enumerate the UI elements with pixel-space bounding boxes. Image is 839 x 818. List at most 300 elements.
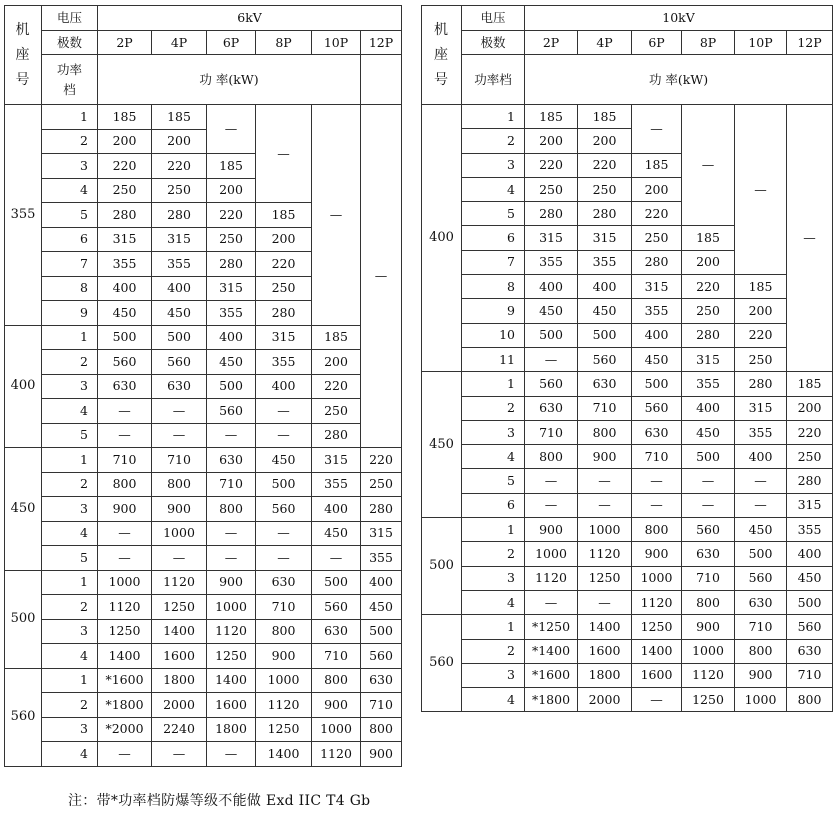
power-value: — [578,493,632,517]
power-value: 450 [256,448,312,473]
power-unit-header: 功 率(kW) [98,55,361,105]
power-value: — [525,493,578,517]
blank-header-cell [361,55,402,105]
table-row [422,615,833,639]
power-level-number: 1 [462,615,525,639]
table-row [422,542,833,566]
power-level-header: 功率 档 [42,55,98,105]
empty-dash-cell: — [256,105,312,203]
frame-header: 机 座 号 [5,6,42,105]
power-value: 200 [152,129,207,154]
power-level-number: 2 [42,693,98,718]
table-row [422,396,833,420]
power-level-number: 8 [462,275,525,299]
voltage-header: 电压 [462,6,525,31]
frame-number: 450 [5,448,42,571]
power-value: 500 [256,472,312,497]
power-value: 900 [152,497,207,522]
voltage-header: 电压 [42,6,98,31]
power-value: — [98,399,152,424]
power-value: 1120 [578,542,632,566]
table-row [5,546,402,571]
power-value: 200 [787,396,833,420]
power-value: 315 [361,521,402,546]
power-value: 355 [787,518,833,542]
power-value: 450 [361,595,402,620]
power-value: 500 [682,445,735,469]
table-row [422,420,833,444]
table-row [5,742,402,767]
power-value: 250 [578,177,632,201]
power-value: 1120 [312,742,361,767]
power-level-number: 3 [462,663,525,687]
power-value: 560 [525,372,578,396]
power-value: 710 [682,566,735,590]
power-value: 280 [98,203,152,228]
power-value: — [256,546,312,571]
power-value: *1250 [525,615,578,639]
power-value: 315 [578,226,632,250]
power-value: 710 [525,420,578,444]
power-value: 800 [735,639,787,663]
power-value: 200 [578,129,632,153]
power-level-number: 5 [42,423,98,448]
power-value: 185 [256,203,312,228]
power-value: 710 [735,615,787,639]
power-value: 630 [361,668,402,693]
table-row [5,448,402,473]
power-value: 2000 [152,693,207,718]
power-value: 450 [682,420,735,444]
power-value: 560 [682,518,735,542]
power-level-number: 2 [462,639,525,663]
power-value: 355 [152,252,207,277]
table-row [422,445,833,469]
power-level-number: 7 [462,250,525,274]
power-value: 400 [98,276,152,301]
pole-header-12p: 12P [361,31,402,55]
power-value: 280 [735,372,787,396]
power-value: 1120 [98,595,152,620]
power-value: *2000 [98,717,152,742]
power-value: 220 [578,153,632,177]
power-value: 800 [152,472,207,497]
power-value: 280 [256,301,312,326]
power-value: 2000 [578,688,632,712]
table-row [422,299,833,323]
power-value: 315 [682,347,735,371]
table-row [422,469,833,493]
power-value: 710 [312,644,361,669]
power-value: 1600 [152,644,207,669]
power-value: 1250 [632,615,682,639]
table-row [422,566,833,590]
power-value: 1000 [525,542,578,566]
power-level-number: 4 [42,644,98,669]
power-value: 710 [578,396,632,420]
power-value: 315 [152,227,207,252]
power-value: 560 [256,497,312,522]
power-value: 500 [787,590,833,614]
poles-header: 极数 [462,31,525,55]
pole-header-8p: 8P [682,31,735,55]
power-value: 280 [787,469,833,493]
power-level-number: 10 [462,323,525,347]
power-value: 220 [787,420,833,444]
voltage-value: 10kV [525,6,833,31]
power-table-6kv [4,5,402,767]
pole-header-6p: 6P [207,31,256,55]
table-row [5,717,402,742]
power-value: 355 [525,250,578,274]
power-level-number: 5 [462,202,525,226]
power-value: 280 [632,250,682,274]
pole-header-8p: 8P [256,31,312,55]
table-row [5,693,402,718]
power-value: 500 [152,325,207,350]
pole-header-10p: 10P [735,31,787,55]
power-value: 220 [312,374,361,399]
frame-number: 400 [422,105,462,372]
power-value: 200 [632,177,682,201]
empty-dash-cell: — [207,105,256,154]
power-value: 500 [312,570,361,595]
table-row [5,350,402,375]
power-value: 400 [682,396,735,420]
power-value: 185 [152,105,207,130]
pole-header-12p: 12P [787,31,833,55]
power-value: 250 [787,445,833,469]
power-value: 450 [152,301,207,326]
table-row [5,668,402,693]
table-row [422,590,833,614]
power-level-number: 6 [42,227,98,252]
power-value: — [152,546,207,571]
power-value: — [152,742,207,767]
power-value: 200 [98,129,152,154]
power-level-number: 1 [42,570,98,595]
power-value: — [207,546,256,571]
power-value: 1400 [256,742,312,767]
power-value: 630 [98,374,152,399]
pole-header-2p: 2P [98,31,152,55]
power-value: 1250 [207,644,256,669]
power-value: 450 [735,518,787,542]
power-level-number: 3 [42,154,98,179]
power-value: — [98,521,152,546]
power-value: *1600 [525,663,578,687]
power-value: 185 [682,226,735,250]
power-value: 500 [361,619,402,644]
power-value: 900 [98,497,152,522]
power-value: 1120 [152,570,207,595]
power-value: 800 [207,497,256,522]
power-value: 200 [735,299,787,323]
power-value: 400 [735,445,787,469]
empty-dash-cell: — [632,105,682,154]
power-value: 220 [735,323,787,347]
power-value: 560 [152,350,207,375]
frame-number: 560 [422,615,462,712]
power-table-10kv [421,5,833,712]
power-value: 1250 [152,595,207,620]
power-value: 315 [312,448,361,473]
power-value: 560 [735,566,787,590]
power-value: 250 [632,226,682,250]
table-row [422,663,833,687]
power-value: 200 [312,350,361,375]
power-value: — [632,469,682,493]
footnote: 注：带*功率档防爆等级不能做 Exd IIC T4 Gb [68,793,371,809]
power-value: — [207,521,256,546]
table-row [5,644,402,669]
power-level-number: 4 [462,688,525,712]
power-value: 220 [361,448,402,473]
power-level-number: 2 [42,595,98,620]
power-value: 220 [525,153,578,177]
power-value: — [632,493,682,517]
power-value: 355 [578,250,632,274]
power-unit-header: 功 率(kW) [525,55,833,105]
empty-dash-cell: — [682,105,735,226]
power-value: 185 [578,105,632,129]
power-value: 500 [578,323,632,347]
power-value: 560 [578,347,632,371]
power-level-number: 5 [42,203,98,228]
power-level-number: 4 [42,521,98,546]
power-value: 800 [361,717,402,742]
power-value: 900 [312,693,361,718]
power-value: 800 [312,668,361,693]
power-value: 355 [256,350,312,375]
power-value: 900 [578,445,632,469]
power-value: 355 [361,546,402,571]
power-value: 185 [787,372,833,396]
power-value: — [735,469,787,493]
power-value: 1600 [578,639,632,663]
table-row [422,323,833,347]
power-value: 315 [98,227,152,252]
power-level-number: 4 [42,178,98,203]
pole-header-4p: 4P [152,31,207,55]
power-value: 400 [787,542,833,566]
frame-number: 400 [5,325,42,448]
power-value: — [682,493,735,517]
power-value: 1120 [256,693,312,718]
power-value: 800 [98,472,152,497]
power-value: 400 [632,323,682,347]
power-value: — [207,742,256,767]
poles-header: 极数 [42,31,98,55]
power-value: 250 [207,227,256,252]
power-value: 710 [361,693,402,718]
power-value: 800 [578,420,632,444]
power-value: 500 [98,325,152,350]
power-value: 1120 [682,663,735,687]
power-value: 355 [632,299,682,323]
power-value: 900 [735,663,787,687]
power-value: 560 [361,644,402,669]
power-value: — [578,469,632,493]
table-row [5,325,402,350]
power-value: 560 [207,399,256,424]
power-value: 1400 [152,619,207,644]
power-level-number: 1 [462,518,525,542]
power-level-number: 5 [462,469,525,493]
power-level-number: 3 [462,566,525,590]
power-level-number: 2 [462,129,525,153]
power-level-number: 2 [42,472,98,497]
table-row [422,372,833,396]
power-value: 250 [735,347,787,371]
power-value: 630 [578,372,632,396]
power-value: 800 [632,518,682,542]
power-value: 250 [98,178,152,203]
power-level-number: 1 [42,105,98,130]
power-value: 1120 [525,566,578,590]
frame-number: 500 [5,570,42,668]
power-value: 450 [98,301,152,326]
power-value: 220 [632,202,682,226]
power-level-number: 9 [42,301,98,326]
power-value: 1250 [682,688,735,712]
power-level-number: 1 [42,668,98,693]
power-level-number: 4 [462,445,525,469]
power-value: 800 [787,688,833,712]
power-value: 1800 [152,668,207,693]
power-value: 280 [578,202,632,226]
power-value: 560 [98,350,152,375]
power-value: 400 [207,325,256,350]
power-value: 1250 [98,619,152,644]
power-value: — [98,742,152,767]
power-value: 400 [525,275,578,299]
power-level-number: 9 [462,299,525,323]
power-value: 900 [361,742,402,767]
power-level-number: 6 [462,493,525,517]
power-value: 560 [787,615,833,639]
power-level-number: 4 [42,742,98,767]
power-value: — [256,521,312,546]
power-value: — [578,590,632,614]
power-value: 2240 [152,717,207,742]
power-value: 500 [207,374,256,399]
power-level-number: 3 [42,374,98,399]
power-value: 710 [98,448,152,473]
power-value: — [98,546,152,571]
power-value: 200 [525,129,578,153]
power-value: 250 [682,299,735,323]
power-value: 355 [682,372,735,396]
pole-header-4p: 4P [578,31,632,55]
power-value: 185 [735,275,787,299]
power-value: 220 [256,252,312,277]
power-value: 280 [207,252,256,277]
power-value: 1250 [256,717,312,742]
table-row [5,105,402,130]
power-value: 900 [682,615,735,639]
power-level-number: 3 [462,420,525,444]
power-level-number: 7 [42,252,98,277]
power-value: 800 [682,590,735,614]
power-value: 250 [152,178,207,203]
power-value: 1000 [207,595,256,620]
power-value: 1600 [632,663,682,687]
power-value: 400 [312,497,361,522]
power-value: 315 [735,396,787,420]
power-level-number: 3 [462,153,525,177]
table-row [422,275,833,299]
table-row [422,493,833,517]
power-level-number: 4 [462,590,525,614]
power-level-number: 1 [42,325,98,350]
power-value: 630 [207,448,256,473]
power-value: 630 [312,619,361,644]
power-value: — [682,469,735,493]
power-value: 1120 [207,619,256,644]
power-value: 710 [152,448,207,473]
power-value: 1250 [578,566,632,590]
table-row [422,688,833,712]
power-value: 630 [787,639,833,663]
power-value: 900 [207,570,256,595]
power-level-number: 2 [462,542,525,566]
power-level-number: 8 [42,276,98,301]
table-row [5,399,402,424]
power-value: 280 [312,423,361,448]
power-value: 185 [525,105,578,129]
power-value: 315 [525,226,578,250]
power-value: 1600 [207,693,256,718]
power-value: 355 [735,420,787,444]
power-value: 185 [312,325,361,350]
table-row [5,570,402,595]
table-row [5,595,402,620]
power-value: 1000 [735,688,787,712]
power-value: 1120 [632,590,682,614]
power-value: 450 [312,521,361,546]
power-level-number: 2 [42,129,98,154]
power-value: 220 [152,154,207,179]
power-value: — [632,688,682,712]
power-value: — [98,423,152,448]
power-value: 280 [525,202,578,226]
power-value: 185 [98,105,152,130]
power-value: 200 [207,178,256,203]
empty-dash-cell: — [361,105,402,448]
power-value: 200 [256,227,312,252]
power-value: — [312,546,361,571]
pole-header-6p: 6P [632,31,682,55]
power-value: 185 [207,154,256,179]
power-value: 630 [632,420,682,444]
power-value: *1400 [525,639,578,663]
power-level-number: 3 [42,497,98,522]
power-value: 710 [256,595,312,620]
power-value: 800 [525,445,578,469]
power-level-number: 6 [462,226,525,250]
power-value: 630 [525,396,578,420]
table-row [5,619,402,644]
power-value: 630 [152,374,207,399]
empty-dash-cell: — [787,105,833,372]
pole-header-10p: 10P [312,31,361,55]
power-value: 1400 [632,639,682,663]
power-value: 400 [361,570,402,595]
power-value: 250 [525,177,578,201]
power-level-number: 4 [462,177,525,201]
power-value: — [525,590,578,614]
